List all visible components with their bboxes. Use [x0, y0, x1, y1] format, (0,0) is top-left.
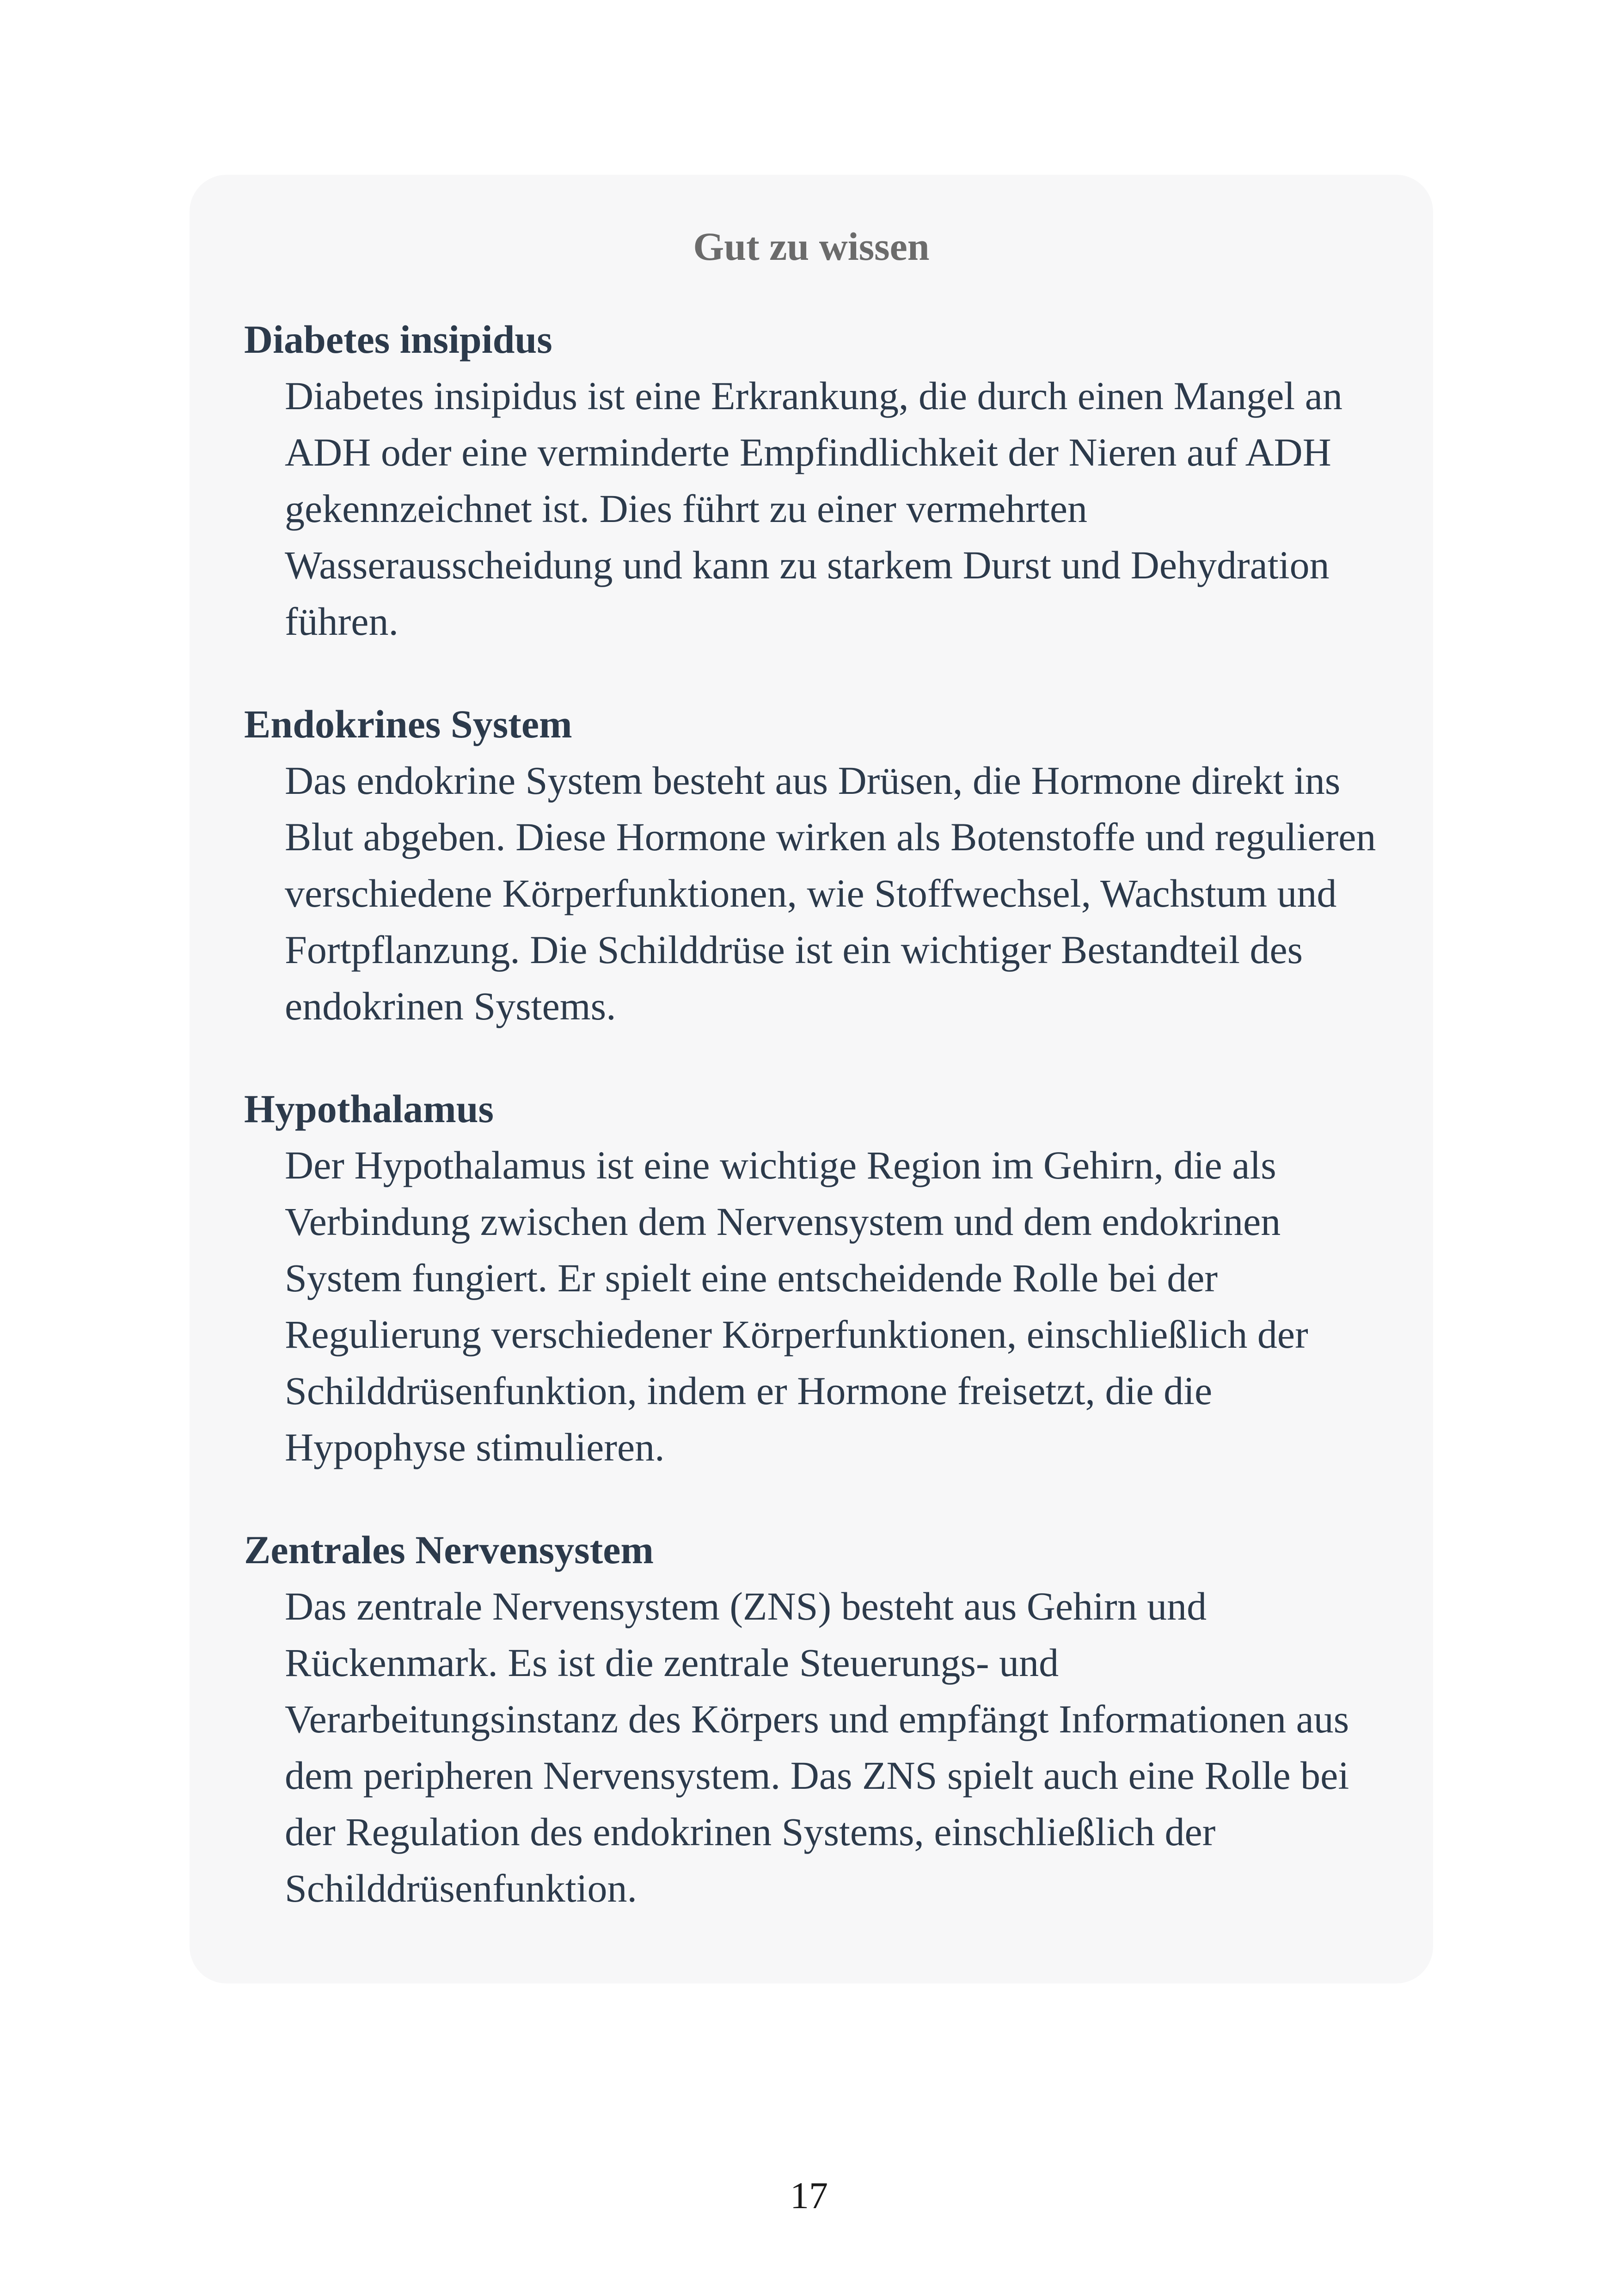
entry-definition: Das endokrine System besteht aus Drüsen, die Hormone direkt ins Blut abgeben. Diese Hormone wirken als Botenstoffe und regulieren verschiedene Körperfunktionen, wie Stoffwechsel, Wachstum und Fortpflanzung. Die Schilddrüse ist ein wichtiger Bestandteil des endokrinen Systems.: [285, 758, 1376, 1029]
glossary-entry-diabetes-insipidus: [244, 311, 1379, 650]
glossary-entry-endokrines-system: [244, 696, 1379, 1034]
glossary-entry-zentrales-nervensystem: [244, 1522, 1379, 1916]
entry-term: Hypothalamus: [244, 1087, 494, 1131]
entry-definition: Der Hypothalamus ist eine wichtige Region im Gehirn, die als Verbindung zwischen dem Nervensystem und dem endokrinen System fungiert. Er spielt eine entscheidende Rolle bei der Regulierung verschiedener Körperfunktionen, einschließlich der Schilddrüsenfunktion, indem er Hormone freisetzt, die die Hypophyse stimulieren.: [285, 1143, 1308, 1470]
info-box: [190, 175, 1433, 1983]
entry-term: Diabetes insipidus: [244, 317, 552, 362]
page-number: 17: [790, 2174, 828, 2216]
entry-definition: Das zentrale Nervensystem (ZNS) besteht aus Gehirn und Rückenmark. Es ist die zentrale Steuerungs- und Verarbeitungsinstanz des Körpers und empfängt Informationen aus dem peripheren Nervensystem. Das ZNS spielt auch eine Rolle bei der Regulation des endokrinen Systems, einschließlich der Schilddrüsenfunktion.: [285, 1584, 1349, 1911]
info-box-title: Gut zu wissen: [693, 224, 930, 269]
glossary-entry-hypothalamus: [244, 1080, 1379, 1475]
entry-term: Zentrales Nervensystem: [244, 1528, 654, 1572]
entry-term: Endokrines System: [244, 702, 572, 747]
entry-definition: Diabetes insipidus ist eine Erkrankung, die durch einen Mangel an ADH oder eine verminderte Empfindlichkeit der Nieren auf ADH gekennzeichnet ist. Dies führt zu einer vermehrten Wasserausscheidung und kann zu starkem Durst und Dehydration führen.: [285, 374, 1342, 644]
